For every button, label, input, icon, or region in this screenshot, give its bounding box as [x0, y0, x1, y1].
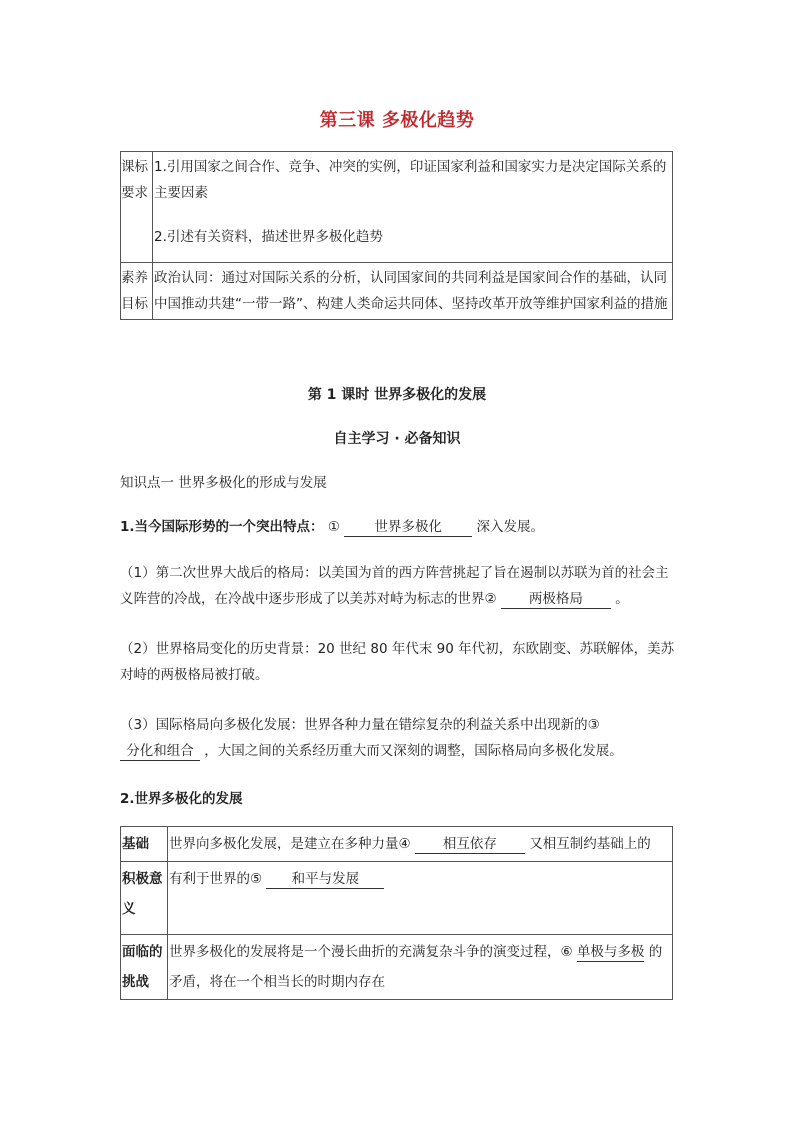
challenges-cell: [168, 935, 673, 1000]
sub-point-1-tail: 。: [615, 591, 629, 607]
blank-4: 相互依存: [415, 835, 525, 854]
requirement-item-2: 2.引述有关资料，描述世界多极化趋势: [154, 229, 383, 245]
page-title: 第三课 多极化趋势: [319, 110, 475, 131]
point-1: [120, 514, 680, 540]
sub-point-3-tail: ，大国之间的关系经历重大而又深刻的调整，国际格局向多极化发展。: [204, 743, 623, 759]
sub-point-1: [120, 560, 680, 612]
requirement-item-1: 1.引用国家之间合作、竞争、冲突的实例，印证国家利益和国家实力是决定国际关系的主要因素: [154, 159, 667, 201]
significance-cell: [168, 862, 673, 935]
dev-row-significance: [121, 862, 673, 935]
basis-cell: [168, 827, 673, 862]
requirements-cell: [153, 152, 673, 263]
standards-row-requirements: [121, 152, 673, 263]
challenges-text: 世界多极化的发展将是一个漫长曲折的充满复杂斗争的演变过程，⑥: [169, 944, 573, 960]
dev-row-challenges: [121, 935, 673, 1000]
sub-point-2: （2）世界格局变化的历史背景：20 世纪 80 年代末 90 年代初，东欧剧变、苏联解体，美苏对峙的两极格局被打破。: [120, 641, 675, 683]
section-title: 自主学习 · 必备知识: [333, 431, 461, 447]
basis-text: 世界向多极化发展，是建立在多种力量④: [169, 836, 411, 852]
blank-6: 单极与多极: [576, 944, 645, 960]
sub-point-3-text: （3）国际格局向多极化发展：世界各种力量在错综复杂的利益关系中出现新的③: [120, 717, 600, 733]
blank-1: 世界多极化: [344, 518, 472, 537]
point-1-num: ①: [327, 519, 340, 535]
goals-cell: 政治认同：通过对国际关系的分析，认同国家间的共同利益是国家间合作的基础，认同中国推动共建“一带一路”、构建人类命运共同体、坚持改革开放等维护国家利益的措施: [153, 263, 673, 320]
standards-row-goals: [121, 263, 673, 320]
significance-text: 有利于世界的⑤: [169, 871, 263, 887]
development-table: [120, 826, 673, 1000]
point-1-tail: 深入发展。: [476, 519, 545, 535]
lesson-title: 第 1 课时 世界多极化的发展: [307, 387, 487, 403]
challenges-tail: 的矛盾，将在一个相当长的时期内存在: [169, 944, 663, 990]
knowledge-point-heading: 知识点一 世界多极化的形成与发展: [120, 475, 327, 491]
standards-table: [120, 151, 673, 320]
blank-2: 两极格局: [501, 590, 611, 609]
blank-3: 分化和组合: [120, 742, 200, 761]
significance-head: 积极意义: [121, 862, 168, 935]
sub-point-1-text: （1）第二次世界大战后的格局：以美国为首的西方阵营挑起了旨在遏制以苏联为首的社会主义阵营的冷战，在冷战中逐步形成了以美苏对峙为标志的世界②: [120, 565, 669, 607]
sub-point-3: [120, 712, 680, 764]
dev-row-basis: [121, 827, 673, 862]
blank-5: 和平与发展: [266, 870, 384, 889]
requirements-head: 课标要求: [121, 152, 153, 263]
basis-head: 基础: [121, 827, 168, 862]
challenges-head: 面临的挑战: [121, 935, 168, 1000]
basis-tail: 又相互制约基础上的: [529, 836, 651, 852]
point-2: 2.世界多极化的发展: [120, 791, 243, 807]
point-1-label: 1.当今国际形势的一个突出特点：: [120, 519, 324, 535]
goals-head: 素养目标: [121, 263, 153, 320]
